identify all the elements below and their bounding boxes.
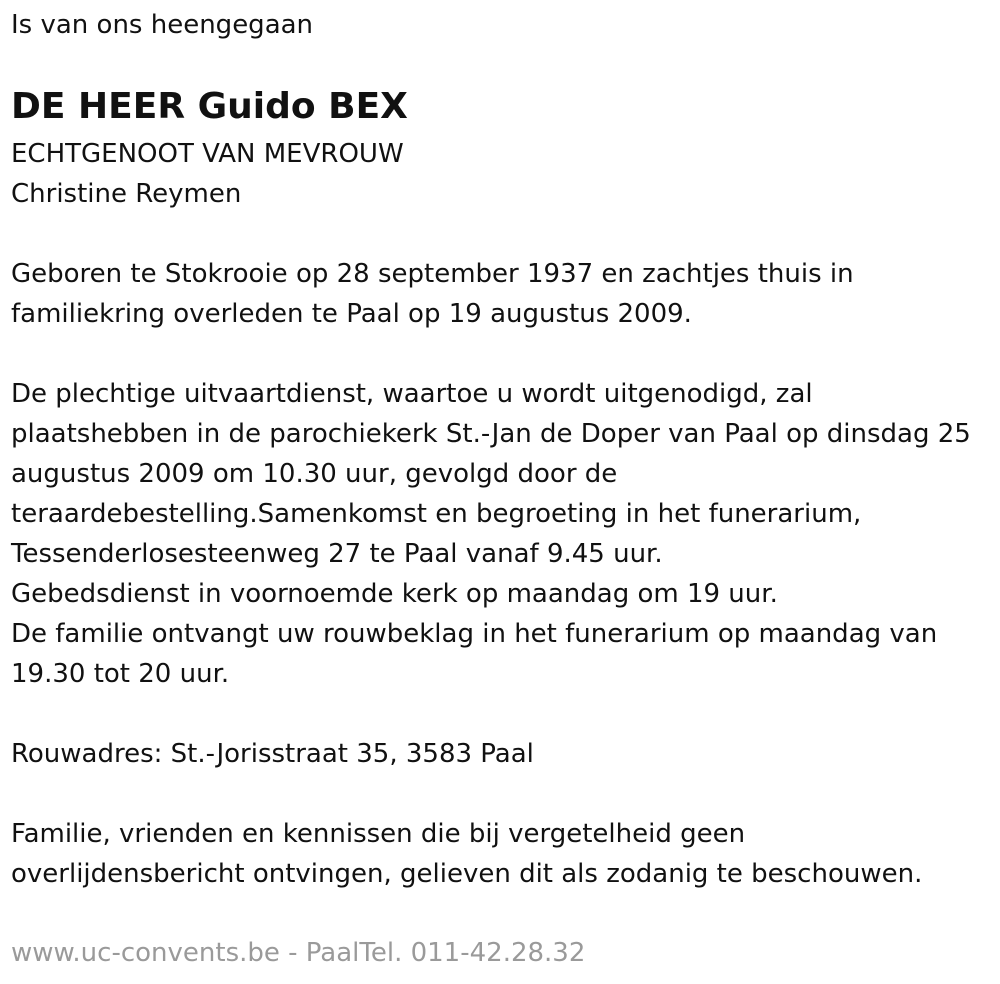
service-line: 19.30 tot 20 uur.: [11, 659, 230, 689]
notice-line: Familie, vrienden en kennissen die bij vergetelheid geen: [11, 819, 746, 849]
service-line: Tessenderlosesteenweg 27 te Paal vanaf 9.45 uur.: [11, 539, 663, 569]
spouse-name: Christine Reymen: [11, 179, 242, 209]
footer-contact: www.uc-convents.be - PaalTel. 011-42.28.32: [11, 938, 586, 968]
service-line: De familie ontvangt uw rouwbeklag in het funerarium op maandag van: [11, 619, 938, 649]
intro-text: Is van ons heengegaan: [11, 10, 314, 40]
mourning-address: [11, 734, 534, 774]
service-paragraph: [11, 374, 971, 694]
deceased-name: DE HEER Guido BEX: [11, 86, 408, 127]
birth-death-paragraph: [11, 254, 854, 334]
birth-death-line: familiekring overleden te Paal op 19 augustus 2009.: [11, 299, 692, 329]
service-line: De plechtige uitvaartdienst, waartoe u wordt uitgenodigd, zal: [11, 379, 813, 409]
service-line: plaatshebben in de parochiekerk St.-Jan de Doper van Paal op dinsdag 25: [11, 419, 971, 449]
notice-paragraph: [11, 814, 922, 894]
address-line: Rouwadres: St.-Jorisstraat 35, 3583 Paal: [11, 739, 534, 769]
service-line: teraardebestelling.Samenkomst en begroeting in het funerarium,: [11, 499, 862, 529]
birth-death-line: Geboren te Stokrooie op 28 september 1937 en zachtjes thuis in: [11, 259, 854, 289]
spouse-relation: ECHTGENOOT VAN MEVROUW: [11, 139, 404, 169]
service-line: augustus 2009 om 10.30 uur, gevolgd door de: [11, 459, 618, 489]
spouse-block: [11, 134, 404, 214]
notice-line: overlijdensbericht ontvingen, gelieven dit als zodanig te beschouwen.: [11, 859, 923, 889]
service-line: Gebedsdienst in voornoemde kerk op maandag om 19 uur.: [11, 579, 778, 609]
